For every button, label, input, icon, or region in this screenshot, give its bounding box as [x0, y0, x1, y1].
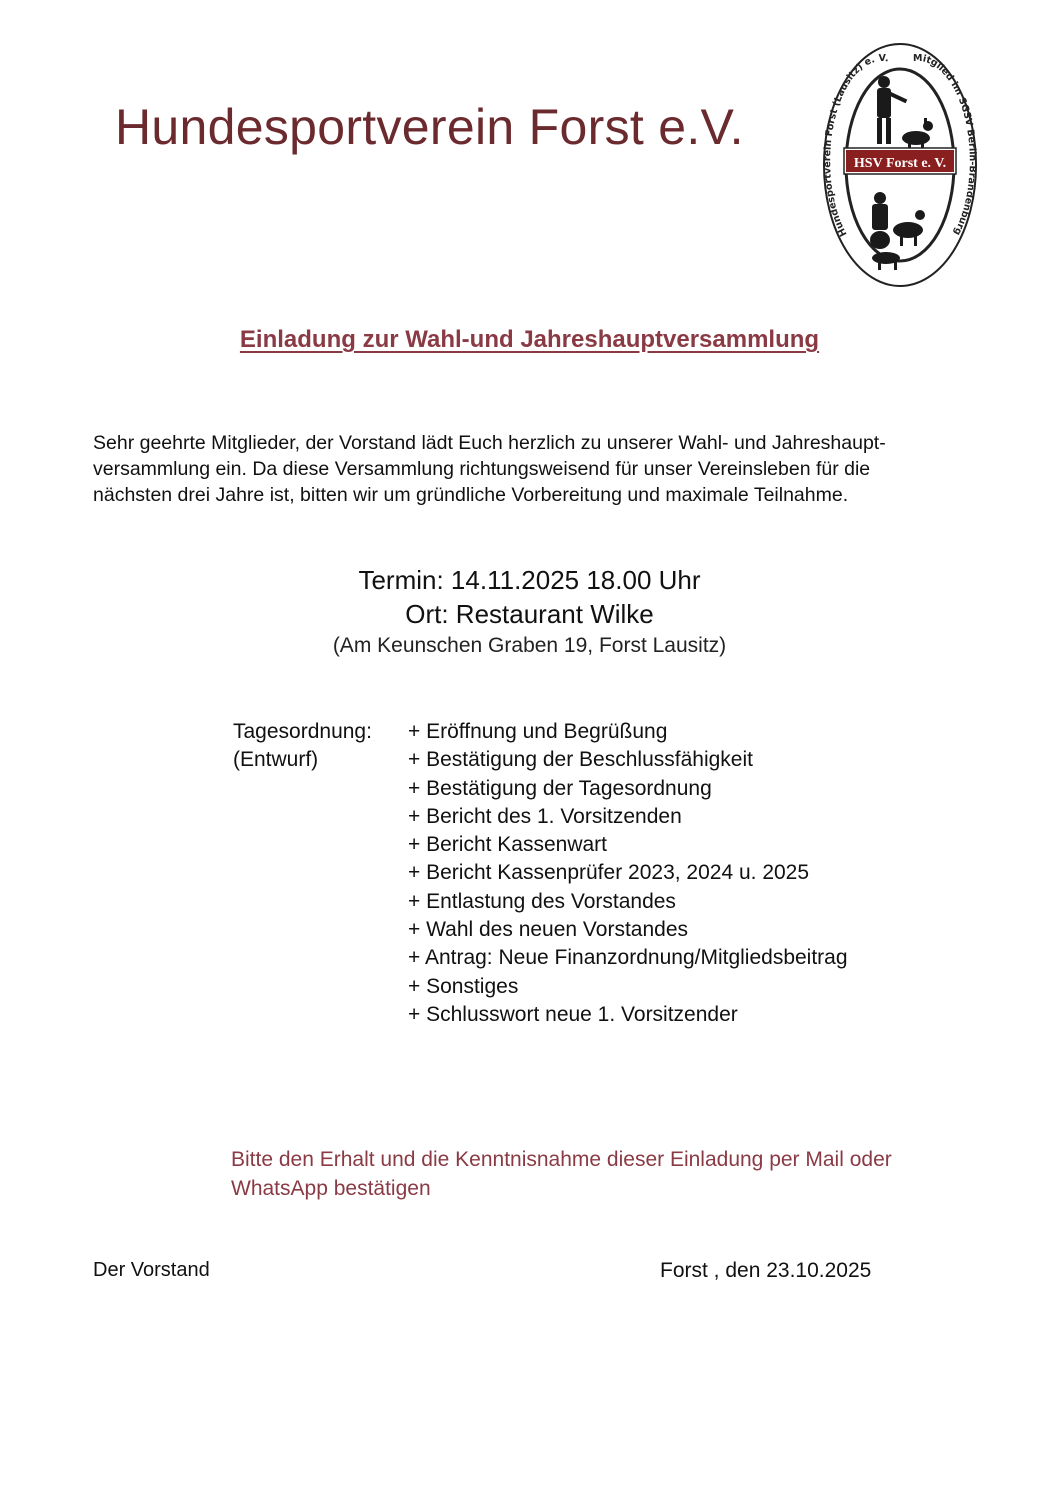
svg-text:HSV Forst e. V.: HSV Forst e. V.: [853, 156, 947, 171]
event-date: Termin: 14.11.2025 18.00 Uhr: [358, 565, 701, 595]
svg-text:Hundesportverein Forst (Lausit: Hundesportverein Forst (Lausitz) e. V.: [822, 52, 890, 239]
event-address: (Am Keunschen Graben 19, Forst Lausitz): [332, 634, 727, 657]
club-seal-logo: [820, 40, 980, 290]
agenda-item: + Sonstiges: [408, 974, 519, 998]
event-location: Ort: Restaurant Wilke: [405, 599, 654, 629]
agenda-item: + Antrag: Neue Finanzordnung/Mitgliedsbeitrag: [408, 946, 848, 970]
intro-line: Sehr geehrte Mitglieder, der Vorstand lädt Euch herzlich zu unserer Wahl- und Jahreshaupt-: [93, 432, 886, 454]
confirmation-note: [231, 1145, 991, 1203]
svg-text:Mitglied im SGSV Berlin-Brande: Mitglied im SGSV Berlin-Brandenburg: [912, 52, 978, 237]
agenda-item: + Bericht Kassenwart: [408, 833, 608, 857]
agenda-item: + Entlastung des Vorstandes: [408, 889, 676, 913]
agenda-item: + Bestätigung der Tagesordnung: [408, 776, 712, 800]
intro-line: versammlung ein. Da diese Versammlung richtungsweisend für unser Vereinsleben für die: [93, 458, 871, 480]
agenda-list: [408, 718, 848, 1029]
agenda-subheading: (Entwurf): [233, 748, 319, 771]
agenda-label: [233, 718, 372, 774]
agenda-item: + Bestätigung der Beschlussfähigkeit: [408, 748, 753, 772]
agenda-heading: Tagesordnung:: [233, 720, 372, 743]
signature: Der Vorstand: [93, 1259, 210, 1281]
intro-line: nächsten drei Jahre ist, bitten wir um gründliche Vorbereitung und maximale Teilnahme.: [93, 484, 849, 506]
agenda-item: + Bericht Kassenprüfer 2023, 2024 u. 2025: [408, 861, 810, 885]
agenda-item: + Eröffnung und Begrüßung: [408, 720, 668, 743]
agenda-item: + Bericht des 1. Vorsitzenden: [408, 804, 682, 828]
agenda-item: + Schlusswort neue 1. Vorsitzender: [408, 1002, 738, 1026]
place-date: Forst , den 23.10.2025: [660, 1259, 872, 1282]
seal-icon: [820, 40, 980, 290]
organization-title: Hundesportverein Forst e.V.: [115, 99, 744, 155]
note-line: Bitte den Erhalt und die Kenntnisnahme dieser Einladung per Mail oder: [231, 1148, 892, 1171]
intro-paragraph: [93, 430, 983, 508]
invitation-title: Einladung zur Wahl-und Jahreshauptversammlung: [239, 326, 820, 353]
agenda-item: + Wahl des neuen Vorstandes: [408, 918, 688, 942]
note-line: WhatsApp bestätigen: [231, 1177, 431, 1200]
